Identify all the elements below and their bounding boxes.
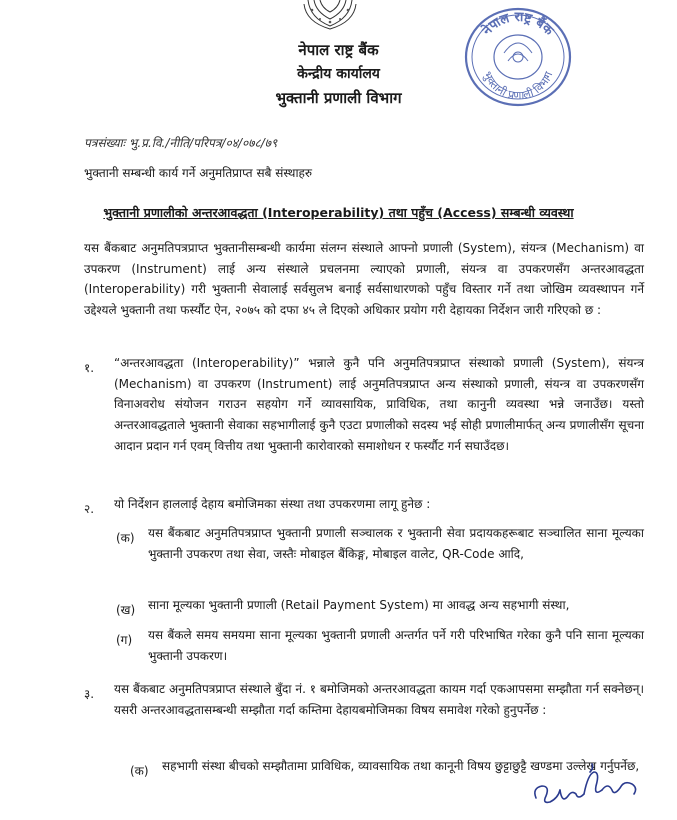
subitem-text: यस बैंकले समय समयमा साना मूल्यका भुक्तानी प्रणाली अन्तर्गत पर्ने गरी परिभाषित गरेका कुनै पनि साना मूल्यका भुक्तानी उपकरण। (148, 628, 644, 663)
seal-bottom-text: भुक्तानी प्रणाली विभाग (480, 69, 556, 103)
subitem-label: (ख) (116, 603, 136, 617)
section-text: यो निर्देशन हाललाई देहाय बमोजिमका संस्था तथा उपकरणमा लागू हुनेछ : (114, 497, 431, 511)
svg-text:भुक्तानी प्रणाली विभाग (481, 69, 556, 102)
subitem-text: यस बैंकबाट अनुमतिपत्रप्राप्त भुक्तानी प्रणाली सञ्चालक र भुक्तानी सेवा प्रदायकहरूबाट सञ्चालित साना मूल्यका भुक्तानी उपकरण तथा सेवा, जस्तैः मोबाइल बैंकिङ्ग, मोबाइल वालेट, QR-Code आदि, (148, 526, 644, 561)
section-number: ३. (84, 687, 95, 701)
section-number: १. (84, 361, 95, 375)
office-name: केन्द्रीय कार्यालय (297, 66, 380, 82)
subitem-label: (ग) (116, 633, 133, 647)
bank-name: नेपाल राष्ट्र बैंक (298, 41, 379, 59)
subitem-label: (क) (130, 764, 149, 778)
seal-top-text: नेपाल राष्ट्र बैंक (479, 9, 557, 39)
addressee: भुक्तानी सम्बन्धी कार्य गर्ने अनुमतिप्राप्त सबै संस्थाहरु (84, 166, 313, 180)
section-number: २. (84, 502, 95, 516)
subject-heading: भुक्तानी प्रणालीको अन्तरआवद्धता (Interoperability) तथा पहुँच (Access) सम्बन्धी व्यवस्था (103, 205, 574, 220)
section-text: “अन्तरआवद्धता (Interoperability)” भन्नाले कुनै पनि अनुमतिपत्रप्राप्त संस्थाको प्रणाली (System), संयन्त्र (Mechanism) वा उपकरण (Instrument) लाई अनुमतिपत्रप्राप्त अन्य संस्थाको प्रणाली, संयन्त्र वा उपकरणसँग विनाअवरोध संयोजन गराउन सहयोग गर्ने व्यावसायिक, प्राविधिक, तथा कानुनी व्यवस्था भन्ने जनाउँछ। यस्तो अन्तरआवद्धताले भुक्तानी सेवाका सहभागीलाई कुनै एउटा प्रणालीको सदस्य भई सोही प्रणालीमार्फत् अन्य प्रणालीसँग सूचना आदान प्रदान गर्न एवम् वित्तीय तथा भुक्तानी कारोवारको समाशोधन र फर्स्यौट गर्न सघाउँदछ। (114, 356, 644, 453)
department-name: भुक्तानी प्रणाली विभाग (275, 89, 402, 107)
nepal-emblem-icon (302, 0, 358, 30)
subitem-text: साना मूल्यका भुक्तानी प्रणाली (Retail Payment System) मा आवद्ध अन्य सहभागी संस्था, (148, 598, 570, 612)
section-text: यस बैंकबाट अनुमतिपत्रप्राप्त संस्थाले बुँदा नं. १ बमोजिमको अन्तरआवद्धता कायम गर्दा एकआपसमा सम्झौता गर्न सक्नेछन्। यसरी अन्तरआवद्धतासम्बन्धी सम्झौता गर्दा कम्तिमा देहायबमोजिमका विषय समावेश गरेको हुनुपर्नेछ : (114, 682, 644, 717)
department-seal-stamp (460, 3, 576, 109)
reference-number: पत्रसंख्याः भु.प्र.वि./नीति/परिपत्र/०४/०७८/७९ (84, 136, 278, 150)
subitem-label: (क) (116, 531, 135, 545)
handwritten-signature (528, 760, 658, 816)
subitem-text: सहभागी संस्था बीचको सम्झौतामा प्राविधिक, व्यावसायिक तथा कानूनी विषय छुट्टाछुट्टै खण्डमा उल्लेख गर्नुपर्नेछ, (162, 759, 640, 773)
intro-paragraph: यस बैंकबाट अनुमतिपत्रप्राप्त भुक्तानीसम्बन्धी कार्यमा संलग्न संस्थाले आफ्नो प्रणाली (System), संयन्त्र (Mechanism) वा उपकरण (Instrument) लाई अन्य संस्थाले प्रचलनमा ल्याएको प्रणाली, संयन्त्र वा उपकरणसँग अन्तरआवद्धता (Interoperability) गरी भुक्तानी सेवालाई सर्वसुलभ बनाई सर्वसाधारणको पहुँच विस्तार गर्ने तथा जोखिम व्यवस्थापन गर्ने उद्देश्यले भुक्तानी तथा फर्स्यौट ऐन, २०७५ को दफा ४५ ले दिएको अधिकार प्रयोग गरी देहायका निर्देशन जारी गरिएको छ : (84, 241, 644, 318)
